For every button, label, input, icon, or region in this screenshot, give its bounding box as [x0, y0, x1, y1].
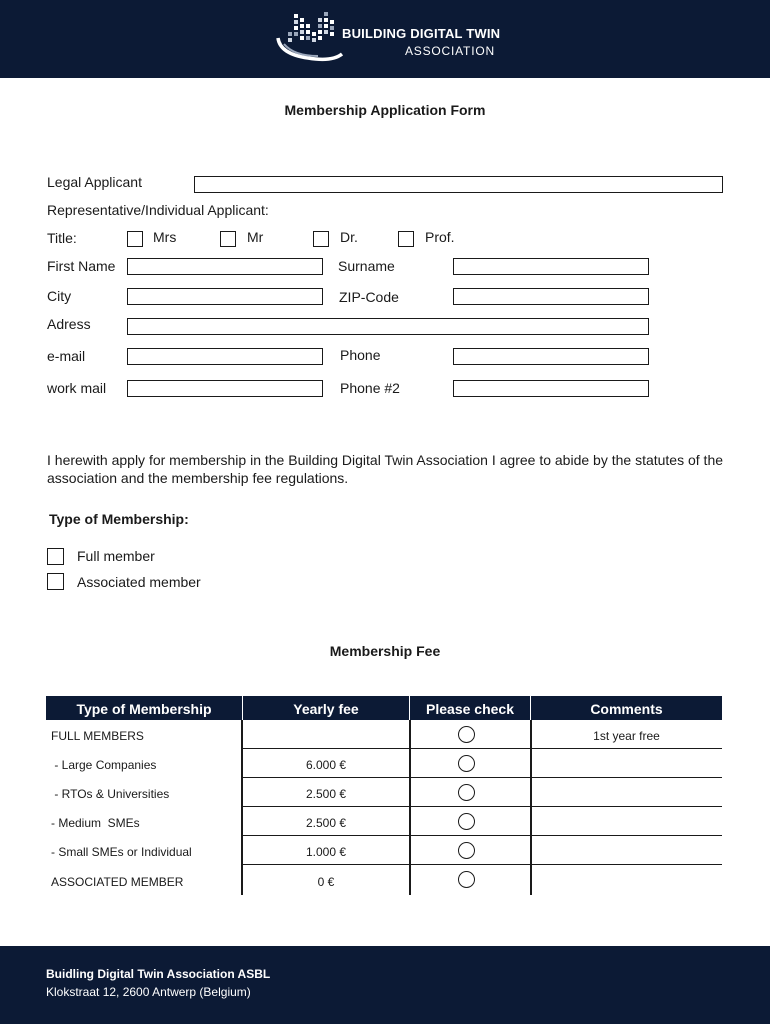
header-comments: Comments	[590, 701, 663, 717]
header-type: Type of Membership	[76, 701, 212, 717]
title-dr-checkbox[interactable]	[313, 231, 329, 247]
table-row	[46, 836, 722, 865]
row-type: FULL MEMBERS	[51, 729, 144, 743]
phone2-label: Phone #2	[340, 380, 400, 396]
row-fee: 6.000 €	[305, 758, 347, 772]
declaration-text: I herewith apply for membership in the Building Digital Twin Association I agree to abide by the statutes of the association and the membership fee regulations.	[47, 452, 724, 486]
associated-member-radio[interactable]	[458, 871, 475, 888]
title-mrs-label: Mrs	[153, 229, 177, 245]
zip-label: ZIP-Code	[339, 289, 399, 305]
membership-type-heading: Type of Membership:	[49, 511, 189, 527]
row-type: - Small SMEs or Individual	[51, 845, 192, 859]
title-dr-label: Dr.	[340, 229, 358, 245]
row-fee: 1.000 €	[305, 845, 347, 859]
address-input[interactable]	[127, 318, 649, 335]
full-member-label: Full member	[77, 548, 155, 564]
surname-label: Surname	[338, 258, 395, 274]
table-row	[46, 749, 722, 778]
row-fee: 2.500 €	[305, 787, 347, 801]
logo-title: BUILDING DIGITAL TWIN	[342, 26, 501, 41]
title-mr-checkbox[interactable]	[220, 231, 236, 247]
footer-address: Klokstraat 12, 2600 Antwerp (Belgium)	[46, 985, 251, 999]
address-label: Adress	[47, 316, 91, 332]
footer-org-name: Buidling Digital Twin Association ASBL	[46, 967, 271, 981]
table-row	[46, 778, 722, 807]
phone-input[interactable]	[453, 348, 649, 365]
title-prof-checkbox[interactable]	[398, 231, 414, 247]
page-header	[0, 0, 770, 78]
title-mr-label: Mr	[247, 229, 264, 245]
row-comment: 1st year free	[593, 729, 660, 743]
first-name-label: First Name	[47, 258, 116, 274]
table-row	[46, 720, 722, 749]
phone-label: Phone	[340, 347, 381, 363]
title-label: Title:	[47, 230, 77, 246]
row-type: ASSOCIATED MEMBER	[51, 875, 184, 889]
title-mrs-checkbox[interactable]	[127, 231, 143, 247]
work-mail-label: work mail	[47, 380, 107, 396]
legal-applicant-input[interactable]	[194, 176, 723, 193]
email-input[interactable]	[127, 348, 323, 365]
page-title: Membership Application Form	[284, 102, 486, 118]
surname-input[interactable]	[453, 258, 649, 275]
medium-smes-radio[interactable]	[458, 813, 475, 830]
legal-applicant-label: Legal Applicant	[47, 174, 142, 190]
work-mail-input[interactable]	[127, 380, 323, 397]
table-row	[46, 807, 722, 836]
email-label: e-mail	[47, 348, 86, 364]
row-type: - Medium SMEs	[51, 816, 140, 830]
membership-fee-title: Membership Fee	[329, 643, 441, 659]
representative-label: Representative/Individual Applicant:	[47, 202, 269, 218]
associated-member-label: Associated member	[77, 574, 201, 590]
first-name-input[interactable]	[127, 258, 323, 275]
row-type: - Large Companies	[51, 758, 157, 772]
fee-table-header	[46, 696, 722, 720]
city-input[interactable]	[127, 288, 323, 305]
rtos-universities-radio[interactable]	[458, 784, 475, 801]
full-members-radio[interactable]	[458, 726, 475, 743]
page-footer	[0, 946, 770, 1024]
logo-subtitle: ASSOCIATION	[405, 44, 495, 58]
large-companies-radio[interactable]	[458, 755, 475, 772]
small-smes-radio[interactable]	[458, 842, 475, 859]
full-member-checkbox[interactable]	[47, 548, 64, 565]
header-yearly-fee: Yearly fee	[293, 701, 359, 717]
row-type: - RTOs & Universities	[51, 787, 170, 801]
phone2-input[interactable]	[453, 380, 649, 397]
zip-input[interactable]	[453, 288, 649, 305]
table-row	[46, 865, 722, 894]
associated-member-checkbox[interactable]	[47, 573, 64, 590]
city-label: City	[47, 288, 72, 304]
row-fee: 0 €	[317, 875, 335, 889]
row-fee: 2.500 €	[305, 816, 347, 830]
title-prof-label: Prof.	[425, 229, 455, 245]
header-please-check: Please check	[426, 701, 514, 717]
